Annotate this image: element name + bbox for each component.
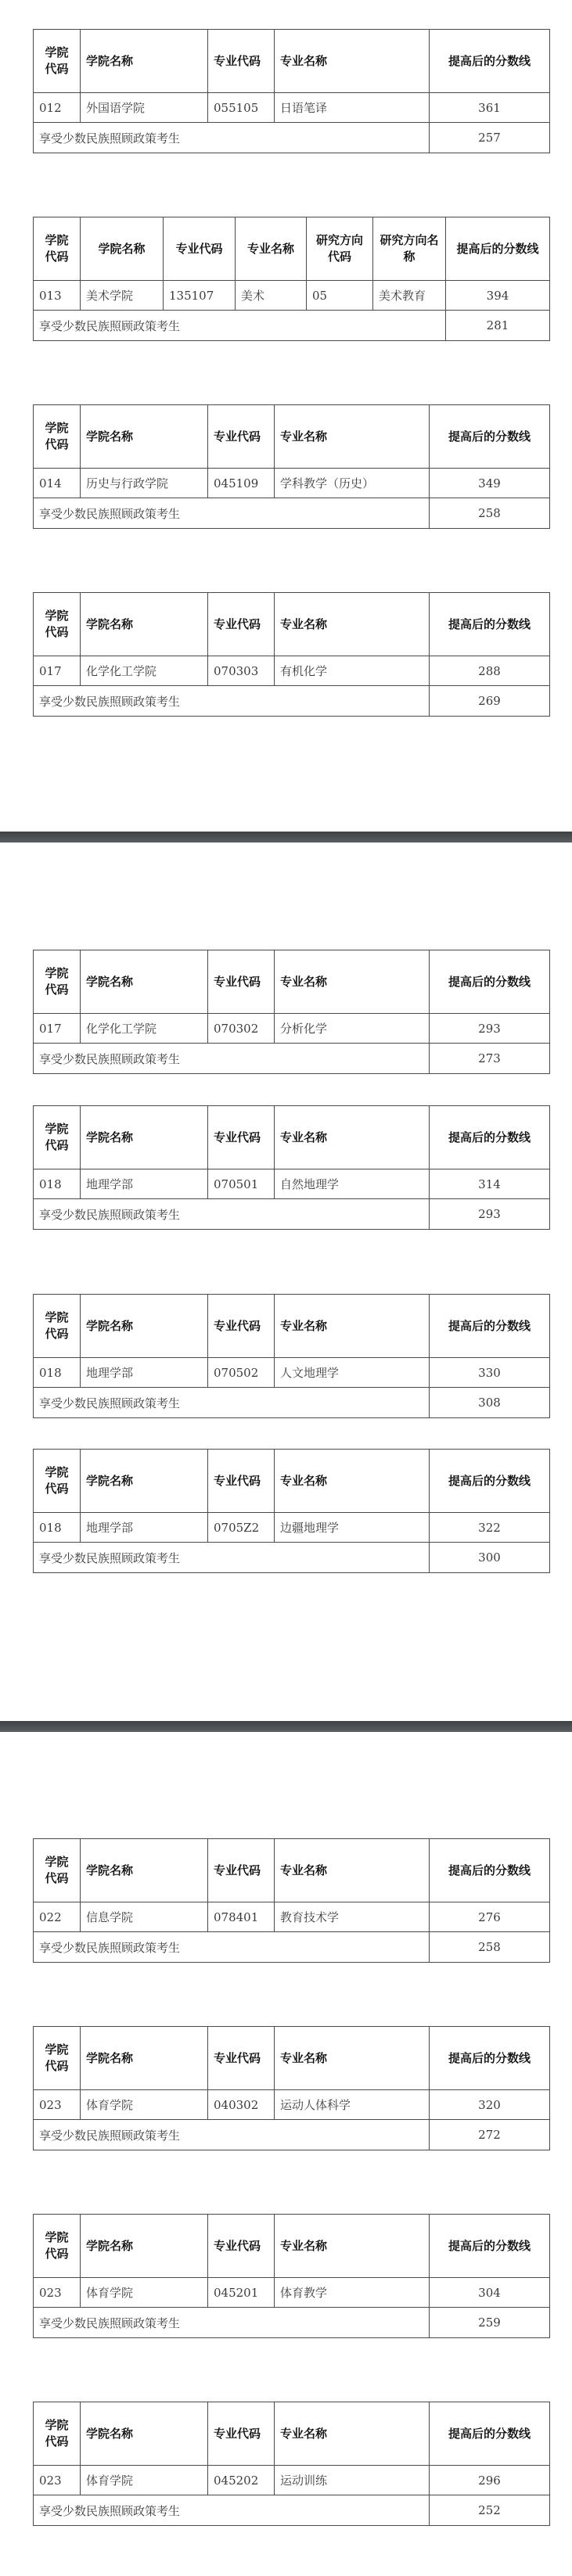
policy-row [34, 2120, 550, 2150]
header-major-name: 专业名称 [275, 2027, 430, 2090]
score-cell: 296 [430, 2466, 550, 2495]
college-name-cell: 体育学院 [81, 2090, 208, 2120]
score-table [33, 950, 550, 1074]
college-code-cell: 023 [34, 2090, 81, 2120]
header-college-code: 学院代码 [34, 1839, 81, 1902]
header-college-name: 学院名称 [81, 950, 208, 1014]
header-major-name: 专业名称 [275, 1450, 430, 1513]
header-major-name: 专业名称 [275, 2215, 430, 2278]
header-major-code: 专业代码 [208, 405, 275, 469]
header-major-name: 专业名称 [275, 593, 430, 656]
header-major-code: 专业代码 [164, 217, 236, 281]
score-table [33, 2026, 550, 2150]
policy-label: 享受少数民族照顾政策考生 [34, 2495, 430, 2526]
page-separator [0, 1721, 572, 1732]
major-name-cell: 有机化学 [275, 656, 430, 686]
major-name-cell: 边疆地理学 [275, 1513, 430, 1543]
policy-label: 享受少数民族照顾政策考生 [34, 311, 446, 341]
header-college-name: 学院名称 [81, 217, 164, 281]
header-college-name: 学院名称 [81, 2402, 208, 2466]
page-separator [0, 832, 572, 842]
table-row [34, 1169, 550, 1199]
major-code-cell: 055105 [208, 93, 275, 123]
college-code-cell: 018 [34, 1513, 81, 1543]
header-score: 提高后的分数线 [430, 405, 550, 469]
college-name-cell: 体育学院 [81, 2278, 208, 2308]
header-major-name: 专业名称 [236, 217, 307, 281]
score-table [33, 29, 550, 153]
major-name-cell: 运动人体科学 [275, 2090, 430, 2120]
policy-row [34, 311, 550, 341]
header-college-code: 学院代码 [34, 2215, 81, 2278]
header-major-name: 专业名称 [275, 405, 430, 469]
policy-score-cell: 258 [430, 1932, 550, 1963]
score-table [33, 217, 550, 341]
college-code-cell: 012 [34, 93, 81, 123]
score-cell: 276 [430, 1902, 550, 1932]
score-cell: 394 [446, 281, 550, 311]
policy-label: 享受少数民族照顾政策考生 [34, 1388, 430, 1418]
table-row [34, 281, 550, 311]
table-row [34, 2278, 550, 2308]
policy-row [34, 498, 550, 529]
score-table [33, 1294, 550, 1418]
header-major-code: 专业代码 [208, 593, 275, 656]
direction-name-cell: 美术教育 [373, 281, 446, 311]
score-table [33, 1838, 550, 1963]
policy-row [34, 1932, 550, 1963]
policy-score-cell: 257 [430, 123, 550, 153]
header-major-code: 专业代码 [208, 2027, 275, 2090]
header-college-code: 学院代码 [34, 1106, 81, 1169]
college-name-cell: 地理学部 [81, 1358, 208, 1388]
header-row [34, 1106, 550, 1169]
policy-row [34, 2308, 550, 2338]
direction-code-cell: 05 [307, 281, 373, 311]
header-row [34, 1839, 550, 1902]
policy-score-cell: 300 [430, 1543, 550, 1573]
header-major-code: 专业代码 [208, 1839, 275, 1902]
header-college-name: 学院名称 [81, 1295, 208, 1358]
policy-label: 享受少数民族照顾政策考生 [34, 2120, 430, 2150]
college-code-cell: 018 [34, 1358, 81, 1388]
major-name-cell: 分析化学 [275, 1014, 430, 1044]
major-code-cell: 135107 [164, 281, 236, 311]
score-cell: 293 [430, 1014, 550, 1044]
policy-score-cell: 308 [430, 1388, 550, 1418]
score-cell: 322 [430, 1513, 550, 1543]
major-code-cell: 070302 [208, 1014, 275, 1044]
policy-label: 享受少数民族照顾政策考生 [34, 1543, 430, 1573]
score-table [33, 404, 550, 529]
header-college-name: 学院名称 [81, 1839, 208, 1902]
header-college-name: 学院名称 [81, 2215, 208, 2278]
header-college-name: 学院名称 [81, 1106, 208, 1169]
header-direction-code: 研究方向代码 [307, 217, 373, 281]
college-code-cell: 023 [34, 2278, 81, 2308]
header-score: 提高后的分数线 [430, 30, 550, 93]
header-row [34, 593, 550, 656]
header-major-code: 专业代码 [208, 1450, 275, 1513]
policy-label: 享受少数民族照顾政策考生 [34, 1199, 430, 1230]
policy-score-cell: 252 [430, 2495, 550, 2526]
header-score: 提高后的分数线 [430, 593, 550, 656]
college-code-cell: 013 [34, 281, 81, 311]
college-code-cell: 022 [34, 1902, 81, 1932]
major-code-cell: 078401 [208, 1902, 275, 1932]
college-code-cell: 023 [34, 2466, 81, 2495]
header-major-code: 专业代码 [208, 1295, 275, 1358]
header-score: 提高后的分数线 [430, 1450, 550, 1513]
header-major-code: 专业代码 [208, 1106, 275, 1169]
college-name-cell: 化学化工学院 [81, 1014, 208, 1044]
header-college-code: 学院代码 [34, 950, 81, 1014]
college-code-cell: 017 [34, 1014, 81, 1044]
table-row [34, 2090, 550, 2120]
college-name-cell: 体育学院 [81, 2466, 208, 2495]
header-college-name: 学院名称 [81, 593, 208, 656]
college-name-cell: 化学化工学院 [81, 656, 208, 686]
college-name-cell: 地理学部 [81, 1513, 208, 1543]
header-direction-name: 研究方向名称 [373, 217, 446, 281]
header-college-code: 学院代码 [34, 405, 81, 469]
policy-row [34, 2495, 550, 2526]
header-major-name: 专业名称 [275, 1839, 430, 1902]
major-name-cell: 自然地理学 [275, 1169, 430, 1199]
table-row [34, 1902, 550, 1932]
college-code-cell: 018 [34, 1169, 81, 1199]
header-score: 提高后的分数线 [430, 2215, 550, 2278]
header-row [34, 2402, 550, 2466]
header-score: 提高后的分数线 [430, 1295, 550, 1358]
policy-label: 享受少数民族照顾政策考生 [34, 2308, 430, 2338]
header-major-name: 专业名称 [275, 1295, 430, 1358]
college-name-cell: 历史与行政学院 [81, 469, 208, 498]
policy-label: 享受少数民族照顾政策考生 [34, 1044, 430, 1074]
policy-score-cell: 293 [430, 1199, 550, 1230]
policy-row [34, 1199, 550, 1230]
header-college-code: 学院代码 [34, 1450, 81, 1513]
major-code-cell: 070303 [208, 656, 275, 686]
header-major-name: 专业名称 [275, 1106, 430, 1169]
major-name-cell: 运动训练 [275, 2466, 430, 2495]
major-name-cell: 学科教学（历史） [275, 469, 430, 498]
major-name-cell: 美术 [236, 281, 307, 311]
major-code-cell: 070501 [208, 1169, 275, 1199]
header-row [34, 30, 550, 93]
table-row [34, 93, 550, 123]
college-name-cell: 美术学院 [81, 281, 164, 311]
policy-label: 享受少数民族照顾政策考生 [34, 498, 430, 529]
policy-row [34, 1388, 550, 1418]
header-score: 提高后的分数线 [430, 2027, 550, 2090]
header-row [34, 2027, 550, 2090]
table-row [34, 469, 550, 498]
header-college-code: 学院代码 [34, 593, 81, 656]
header-score: 提高后的分数线 [430, 1839, 550, 1902]
header-score: 提高后的分数线 [446, 217, 550, 281]
policy-score-cell: 259 [430, 2308, 550, 2338]
major-name-cell: 体育教学 [275, 2278, 430, 2308]
header-score: 提高后的分数线 [430, 1106, 550, 1169]
major-name-cell: 人文地理学 [275, 1358, 430, 1388]
major-code-cell: 070502 [208, 1358, 275, 1388]
header-college-code: 学院代码 [34, 2027, 81, 2090]
score-table [33, 1449, 550, 1573]
header-row [34, 1295, 550, 1358]
major-name-cell: 教育技术学 [275, 1902, 430, 1932]
college-name-cell: 信息学院 [81, 1902, 208, 1932]
college-code-cell: 017 [34, 656, 81, 686]
header-college-code: 学院代码 [34, 217, 81, 281]
header-college-name: 学院名称 [81, 30, 208, 93]
major-code-cell: 040302 [208, 2090, 275, 2120]
score-cell: 314 [430, 1169, 550, 1199]
header-row [34, 217, 550, 281]
policy-row [34, 123, 550, 153]
policy-row [34, 686, 550, 717]
header-major-code: 专业代码 [208, 30, 275, 93]
score-cell: 361 [430, 93, 550, 123]
header-college-code: 学院代码 [34, 2402, 81, 2466]
score-table [33, 1105, 550, 1230]
header-college-code: 学院代码 [34, 30, 81, 93]
score-table [33, 592, 550, 717]
header-major-code: 专业代码 [208, 2402, 275, 2466]
score-table [33, 2402, 550, 2526]
header-major-code: 专业代码 [208, 2215, 275, 2278]
policy-row [34, 1543, 550, 1573]
header-major-name: 专业名称 [275, 30, 430, 93]
major-code-cell: 045201 [208, 2278, 275, 2308]
header-college-name: 学院名称 [81, 2027, 208, 2090]
table-row [34, 1513, 550, 1543]
table-row [34, 656, 550, 686]
major-code-cell: 045202 [208, 2466, 275, 2495]
score-cell: 304 [430, 2278, 550, 2308]
policy-score-cell: 269 [430, 686, 550, 717]
score-cell: 288 [430, 656, 550, 686]
header-major-code: 专业代码 [208, 950, 275, 1014]
header-major-name: 专业名称 [275, 2402, 430, 2466]
header-score: 提高后的分数线 [430, 2402, 550, 2466]
header-college-name: 学院名称 [81, 1450, 208, 1513]
header-college-name: 学院名称 [81, 405, 208, 469]
college-name-cell: 地理学部 [81, 1169, 208, 1199]
policy-score-cell: 273 [430, 1044, 550, 1074]
major-name-cell: 日语笔译 [275, 93, 430, 123]
header-row [34, 405, 550, 469]
policy-score-cell: 281 [446, 311, 550, 341]
policy-row [34, 1044, 550, 1074]
policy-score-cell: 272 [430, 2120, 550, 2150]
header-row [34, 2215, 550, 2278]
score-table [33, 2214, 550, 2338]
table-row [34, 2466, 550, 2495]
major-code-cell: 045109 [208, 469, 275, 498]
policy-label: 享受少数民族照顾政策考生 [34, 123, 430, 153]
college-name-cell: 外国语学院 [81, 93, 208, 123]
header-score: 提高后的分数线 [430, 950, 550, 1014]
college-code-cell: 014 [34, 469, 81, 498]
score-cell: 349 [430, 469, 550, 498]
score-cell: 330 [430, 1358, 550, 1388]
score-cell: 320 [430, 2090, 550, 2120]
table-row [34, 1014, 550, 1044]
header-major-name: 专业名称 [275, 950, 430, 1014]
policy-score-cell: 258 [430, 498, 550, 529]
header-row [34, 1450, 550, 1513]
major-code-cell: 0705Z2 [208, 1513, 275, 1543]
header-college-code: 学院代码 [34, 1295, 81, 1358]
header-row [34, 950, 550, 1014]
policy-label: 享受少数民族照顾政策考生 [34, 1932, 430, 1963]
table-row [34, 1358, 550, 1388]
policy-label: 享受少数民族照顾政策考生 [34, 686, 430, 717]
